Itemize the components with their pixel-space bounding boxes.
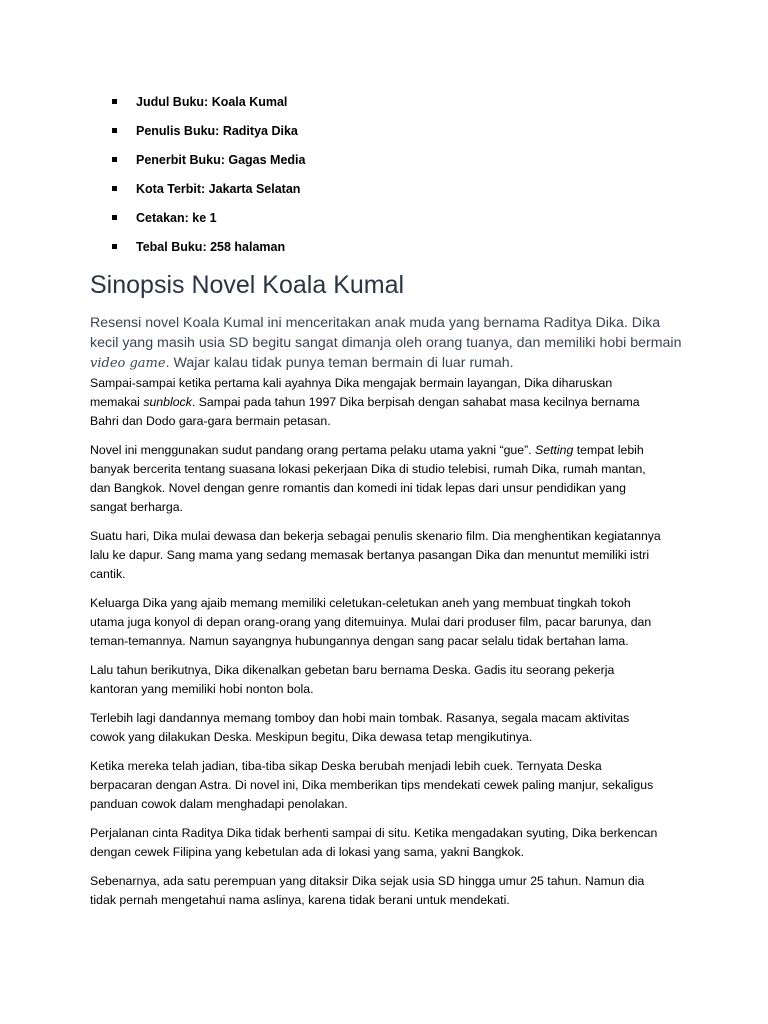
bullet-square-icon — [112, 99, 117, 104]
bullet-square-icon — [112, 186, 117, 191]
list-item — [112, 208, 305, 237]
paragraph-8: Perjalanan cinta Raditya Dika tidak berhenti sampai di situ. Ketika mengadakan syuting, Dika berkencan dengan cewek Filipina yang kebetulan ada di lokasi yang sama, yakni Bangkok. — [90, 826, 658, 859]
bullet-square-icon — [112, 157, 117, 162]
book-pages-info: Tebal Buku: 258 halaman — [136, 240, 286, 254]
paragraph-4: Keluarga Dika yang ajaib memang memiliki celetukan-celetukan aneh yang membuat tingkah tokoh utama juga konyol di depan orang-orang yang ditemuinya. Mulai dari produser film, pacar barunya, dan teman-temannya. Namun sayangnya hubungannya dengan sang pacar selalu tidak bertahan lama. — [90, 596, 652, 648]
list-item — [112, 121, 305, 150]
paragraph-9: Sebenarnya, ada satu perempuan yang ditaksir Dika sejak usia SD hingga umur 25 tahun. Namun dia tidak pernah mengetahui nama aslinya, karena tidak berani untuk mendekati. — [90, 874, 645, 907]
list-item — [112, 179, 305, 208]
paragraph-text-end: . Sampai pada tahun 1997 Dika berpisah dengan sahabat masa kecilnya bernama Bahri dan Dodo gara-gara bermain petasan. — [90, 395, 640, 428]
paragraph-text-end: tempat lebih banyak bercerita tentang suasana lokasi pekerjaan Dika di studio telebisi, rumah Dika, rumah mantan, dan Bangkok. Novel dengan genre romantis dan komedi ini tidak lepas dari unsur pendidikan yang sangat berharga. — [90, 443, 646, 514]
bullet-square-icon — [112, 128, 117, 133]
paragraph-6: Terlebih lagi dandannya memang tomboy dan hobi main tombak. Rasanya, segala macam aktivitas cowok yang dilakukan Deska. Meskipun begitu, Dika dewasa tetap mengikutinya. — [90, 711, 630, 744]
book-author-info: Penulis Buku: Raditya Dika — [136, 124, 298, 138]
book-info-list — [112, 92, 305, 266]
paragraph-text: Sampai-sampai ketika pertama kali ayahnya Dika mengajak bermain layangan, Dika diharuskan memakai — [90, 376, 613, 409]
book-city-info: Kota Terbit: Jakarta Selatan — [136, 182, 301, 196]
list-item — [112, 150, 305, 179]
lead-paragraph — [90, 313, 690, 374]
paragraph-7: Ketika mereka telah jadian, tiba-tiba sikap Deska berubah menjadi lebih cuek. Ternyata Deska berpacaran dengan Astra. Di novel ini, Dika memberikan tips mendekati cewek paling manjur, sekaligus panduan cowok dalam menghadapi penolakan. — [90, 759, 654, 811]
paragraph-1 — [90, 374, 680, 431]
section-heading: Sinopsis Novel Koala Kumal — [90, 271, 405, 299]
paragraph-3: Suatu hari, Dika mulai dewasa dan bekerja sebagai penulis skenario film. Dia menghentikan kegiatannya lalu ke dapur. Sang mama yang sedang memasak bertanya pasangan Dika dan menuntut memiliki istri cantik. — [90, 529, 661, 581]
list-item — [112, 92, 305, 121]
bullet-square-icon — [112, 244, 117, 249]
paragraph-emphasis: sunblock — [143, 395, 192, 409]
list-item — [112, 237, 305, 266]
book-title-info: Judul Buku: Koala Kumal — [136, 95, 288, 109]
book-edition-info: Cetakan: ke 1 — [136, 211, 217, 225]
paragraph-text: Novel ini menggunakan sudut pandang orang pertama pelaku utama yakni “gue”. — [90, 443, 536, 457]
paragraph-2 — [90, 441, 680, 517]
paragraph-5: Lalu tahun berikutnya, Dika dikenalkan gebetan baru bernama Deska. Gadis itu seorang pekerja kantoran yang memiliki hobi nonton bola. — [90, 663, 615, 696]
lead-emphasis: video game — [90, 356, 166, 371]
lead-text: Resensi novel Koala Kumal ini menceritakan anak muda yang bernama Raditya Dika. Dika kecil yang masih usia SD begitu sangat dimanja oleh orang tuanya, dan memiliki hobi bermain — [90, 315, 682, 351]
lead-text-end: . Wajar kalau tidak punya teman bermain di luar rumah. — [165, 355, 514, 371]
body-text — [90, 374, 680, 920]
paragraph-emphasis: Setting — [535, 443, 574, 457]
book-publisher-info: Penerbit Buku: Gagas Media — [136, 153, 306, 167]
bullet-square-icon — [112, 215, 117, 220]
